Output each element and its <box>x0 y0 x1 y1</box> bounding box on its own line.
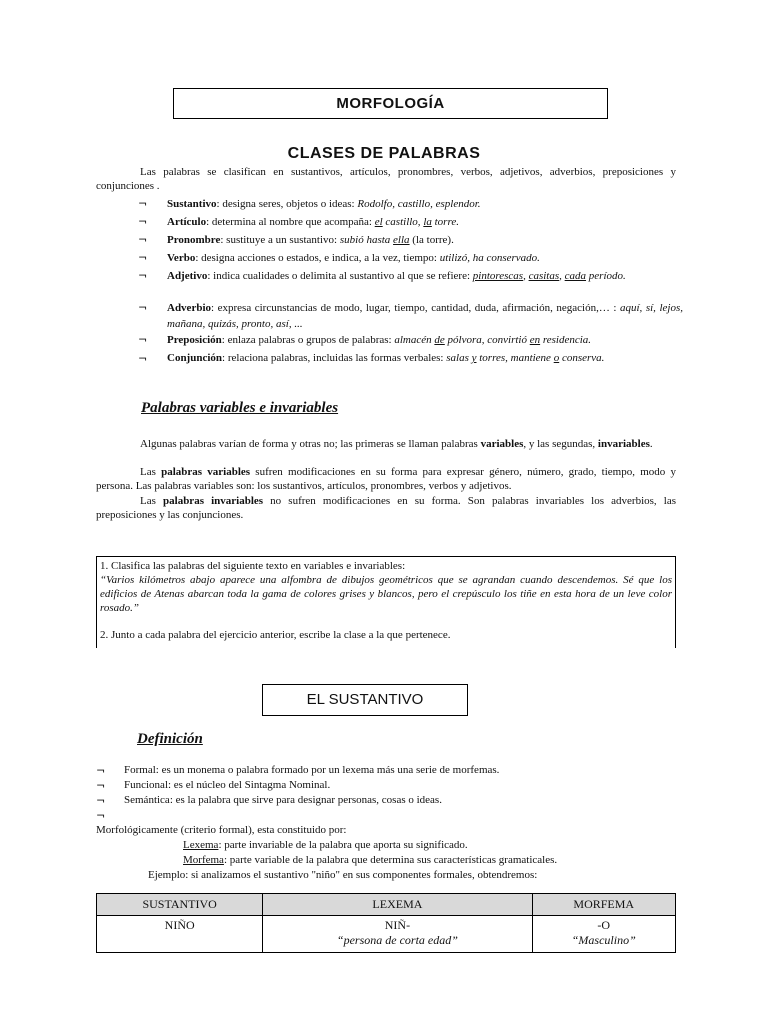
bullet-icon: ¬ <box>96 779 106 792</box>
bullet-icon: ¬ <box>138 352 148 365</box>
bullet-icon: ¬ <box>96 764 106 777</box>
list-item-adverbio: ¬ Adverbio: expresa circunstancias de modo, lugar, tiempo, cantidad, duda, afirmación, negación,… : aquí, sí, lejos, mañana, quizás, pronto, así, ... <box>138 301 683 330</box>
bullet-icon: ¬ <box>138 301 148 314</box>
definition-list <box>96 763 676 883</box>
table-header-lexema: LEXEMA <box>263 894 532 916</box>
section-title: CLASES DE PALABRAS <box>287 145 481 162</box>
variables-paragraph-1: Algunas palabras varían de forma y otras no; las primeras se llaman palabras variables, y las segundas, invariables. <box>140 438 653 450</box>
exercise-box <box>96 556 676 648</box>
definition-item-funcional: ¬ Funcional: es el núcleo del Sintagma Nominal. <box>96 779 331 792</box>
lexema-line: Lexema: parte invariable de la palabra que aporta su significado. <box>183 839 468 851</box>
exercise-question-1: 1. Clasifica las palabras del siguiente texto en variables e invariables: <box>100 560 406 572</box>
definicion-heading: Definición <box>137 731 203 747</box>
morfologia-table-wrap <box>96 893 676 953</box>
table-cell-morfema: -O “Masculino” <box>532 916 675 953</box>
ejemplo-line: Ejemplo: si analizamos el sustantivo "niño" en sus componentes formales, obtendremos: <box>148 869 538 881</box>
bullet-icon: ¬ <box>138 233 148 246</box>
variables-paragraph-2: Las palabras variables sufren modificaciones en su forma para expresar género, número, grado, tiempo, modo y persona. Las palabras variables son: los sustantivos, artículos, pronombres, verbos y adjetivos. <box>96 466 676 492</box>
bullet-icon: ¬ <box>138 269 148 282</box>
morfologia-title-box <box>173 88 608 119</box>
intro-paragraph: Las palabras se clasifican en sustantivos, artículos, pronombres, verbos, adjetivos, adverbios, preposiciones y conjunciones . <box>96 166 676 192</box>
sustantivo-title: EL SUSTANTIVO <box>306 691 424 708</box>
table-row <box>97 916 676 953</box>
sustantivo-title-box <box>262 684 468 716</box>
exercise-quote: “Varios kilómetros abajo aparece una alfombra de dibujos geométricos que se agrandan cuando descendemos. Sé que los edificios de Atenas abarcan toda la gama de colores grises y blancos, pero el crepúsculo los tiñe en esta hora de un leve color rosado.” <box>100 574 672 614</box>
variables-heading: Palabras variables e invariables <box>141 400 339 416</box>
table-header-morfema: MORFEMA <box>532 894 675 916</box>
list-item-conjuncion: ¬ Conjunción: relaciona palabras, incluidas las formas verbales: salas y torres, mantiene o conserva. <box>138 352 605 365</box>
morfologicamente-line: Morfológicamente (criterio formal), esta constituido por: <box>96 824 347 836</box>
exercise-question-2: 2. Junto a cada palabra del ejercicio anterior, escribe la clase a la que pertenece. <box>100 629 451 641</box>
list-item-adjetivo: ¬ Adjetivo: indica cualidades o delimita al sustantivo al que se refiere: pintorescas, casitas, cada período. <box>138 269 626 282</box>
list-item-verbo: ¬ Verbo: designa acciones o estados, e indica, a la vez, tiempo: utilizó, ha conservado. <box>138 251 540 264</box>
definition-item-empty <box>96 808 676 823</box>
bullet-icon: ¬ <box>138 333 148 346</box>
variables-paragraph-3: Las palabras invariables no sufren modificaciones en su forma. Son palabras invariables los adverbios, las preposiciones y las conjunciones. <box>96 495 676 521</box>
bullet-icon: ¬ <box>138 215 148 228</box>
morfologia-title: MORFOLOGÍA <box>336 95 445 112</box>
bullet-icon: ¬ <box>96 809 106 822</box>
morfema-line: Morfema: parte variable de la palabra que determina sus características gramaticales. <box>183 854 558 866</box>
table-header-sustantivo: SUSTANTIVO <box>97 894 263 916</box>
bullet-icon: ¬ <box>138 197 148 210</box>
definition-item-semantica: ¬ Semántica: es la palabra que sirve para designar personas, cosas o ideas. <box>96 794 442 807</box>
list-item-articulo: ¬ Artículo: determina al nombre que acompaña: el castillo, la torre. <box>138 215 459 228</box>
bullet-icon: ¬ <box>138 251 148 264</box>
bullet-icon: ¬ <box>96 794 106 807</box>
definition-item-formal: ¬ Formal: es un monema o palabra formado por un lexema más una serie de morfemas. <box>96 764 500 777</box>
table-cell-lexema: NIÑ- “persona de corta edad” <box>263 916 532 953</box>
list-item-sustantivo: ¬ Sustantivo: designa seres, objetos o ideas: Rodolfo, castillo, esplendor. <box>138 197 481 210</box>
table-cell-sustantivo: NIÑO <box>97 916 263 953</box>
morfologia-table <box>96 893 676 953</box>
list-item-preposicion: ¬ Preposición: enlaza palabras o grupos de palabras: almacén de pólvora, convirtió en residencia. <box>138 333 592 346</box>
table-header-row <box>97 894 676 916</box>
list-item-pronombre: ¬ Pronombre: sustituye a un sustantivo: subió hasta ella (la torre). <box>138 233 454 246</box>
